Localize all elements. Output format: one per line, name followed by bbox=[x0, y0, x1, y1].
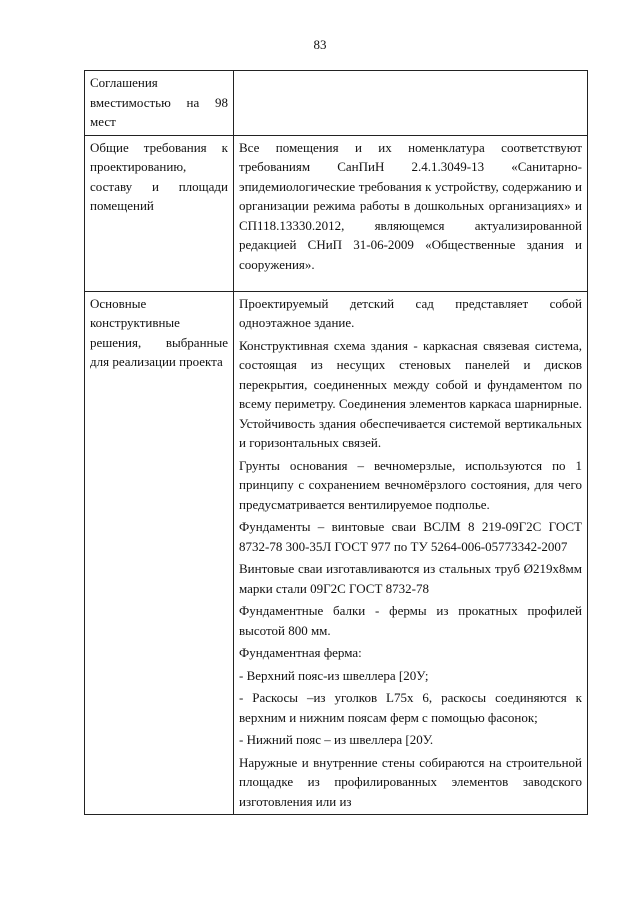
table-row bbox=[85, 135, 588, 291]
paragraph: Винтовые сваи изготавливаются из стальных труб Ø219х8мм марки стали 09Г2С ГОСТ 8732-78 bbox=[239, 561, 582, 596]
paragraph: Конструктивная схема здания - каркасная связевая система, состоящая из несущих стеновых панелей и дисков перекрытия, соединенных между собой и фундаментом по всему периметру. Соединения элементов каркаса шарнирные. Устойчивость здания обеспечивается системой вертикальных и горизонтальных связей. bbox=[239, 337, 582, 450]
paragraph: Проектируемый детский сад представляет собой одноэтажное здание. bbox=[239, 295, 582, 330]
row-content bbox=[234, 291, 588, 815]
table-row bbox=[85, 71, 588, 136]
paragraph: - Нижний пояс – из швеллера [20У. bbox=[239, 732, 434, 747]
row-label: Основные конструктивные решения, выбранные для реализации проекта bbox=[85, 291, 234, 815]
row-label: Соглашения вместимостью на 98 мест bbox=[85, 71, 234, 136]
row-content bbox=[234, 135, 588, 291]
table-row bbox=[85, 291, 588, 815]
row-label: Общие требования к проектированию, составу и площади помещений bbox=[85, 135, 234, 291]
paragraph: Все помещения и их номенклатура соответствуют требованиям СанПиН 2.4.1.3049-13 «Санитарно-эпидемиологические требования к устройству, содержанию и организации режима работы в дошкольных организациях» и СП118.13330.2012, являющемся актуализированной редакцией СНиП 31-06-2009 «Общественные здания и сооружения». bbox=[239, 139, 582, 272]
specification-table bbox=[84, 70, 588, 815]
paragraph: Грунты основания – вечномерзлые, используются по 1 принципу с сохранением вечномёрзлого состояния, для чего предусматривается вентилируемое подполье. bbox=[239, 457, 582, 512]
paragraph: - Раскосы –из уголков L75х 6, раскосы соединяются к верхним и нижним поясам ферм с помощью фасонок; bbox=[239, 690, 582, 725]
paragraph: - Верхний пояс-из швеллера [20У; bbox=[239, 667, 429, 683]
paragraph: Фундаментные балки - фермы из прокатных профилей высотой 800 мм. bbox=[239, 603, 582, 638]
paragraph: Фундаментная ферма: bbox=[239, 645, 362, 660]
paragraph: Фундаменты – винтовые сваи ВСЛМ 8 219-09Г2С ГОСТ 8732-78 300-35Л ГОСТ 977 по ТУ 5264-006-05773342-2007 bbox=[239, 519, 582, 554]
page-number: 83 bbox=[313, 37, 327, 52]
paragraph: Наружные и внутренние стены собираются на строительной площадке из профилированных элементов заводского изготовления или из bbox=[239, 754, 582, 809]
row-content bbox=[234, 71, 588, 136]
